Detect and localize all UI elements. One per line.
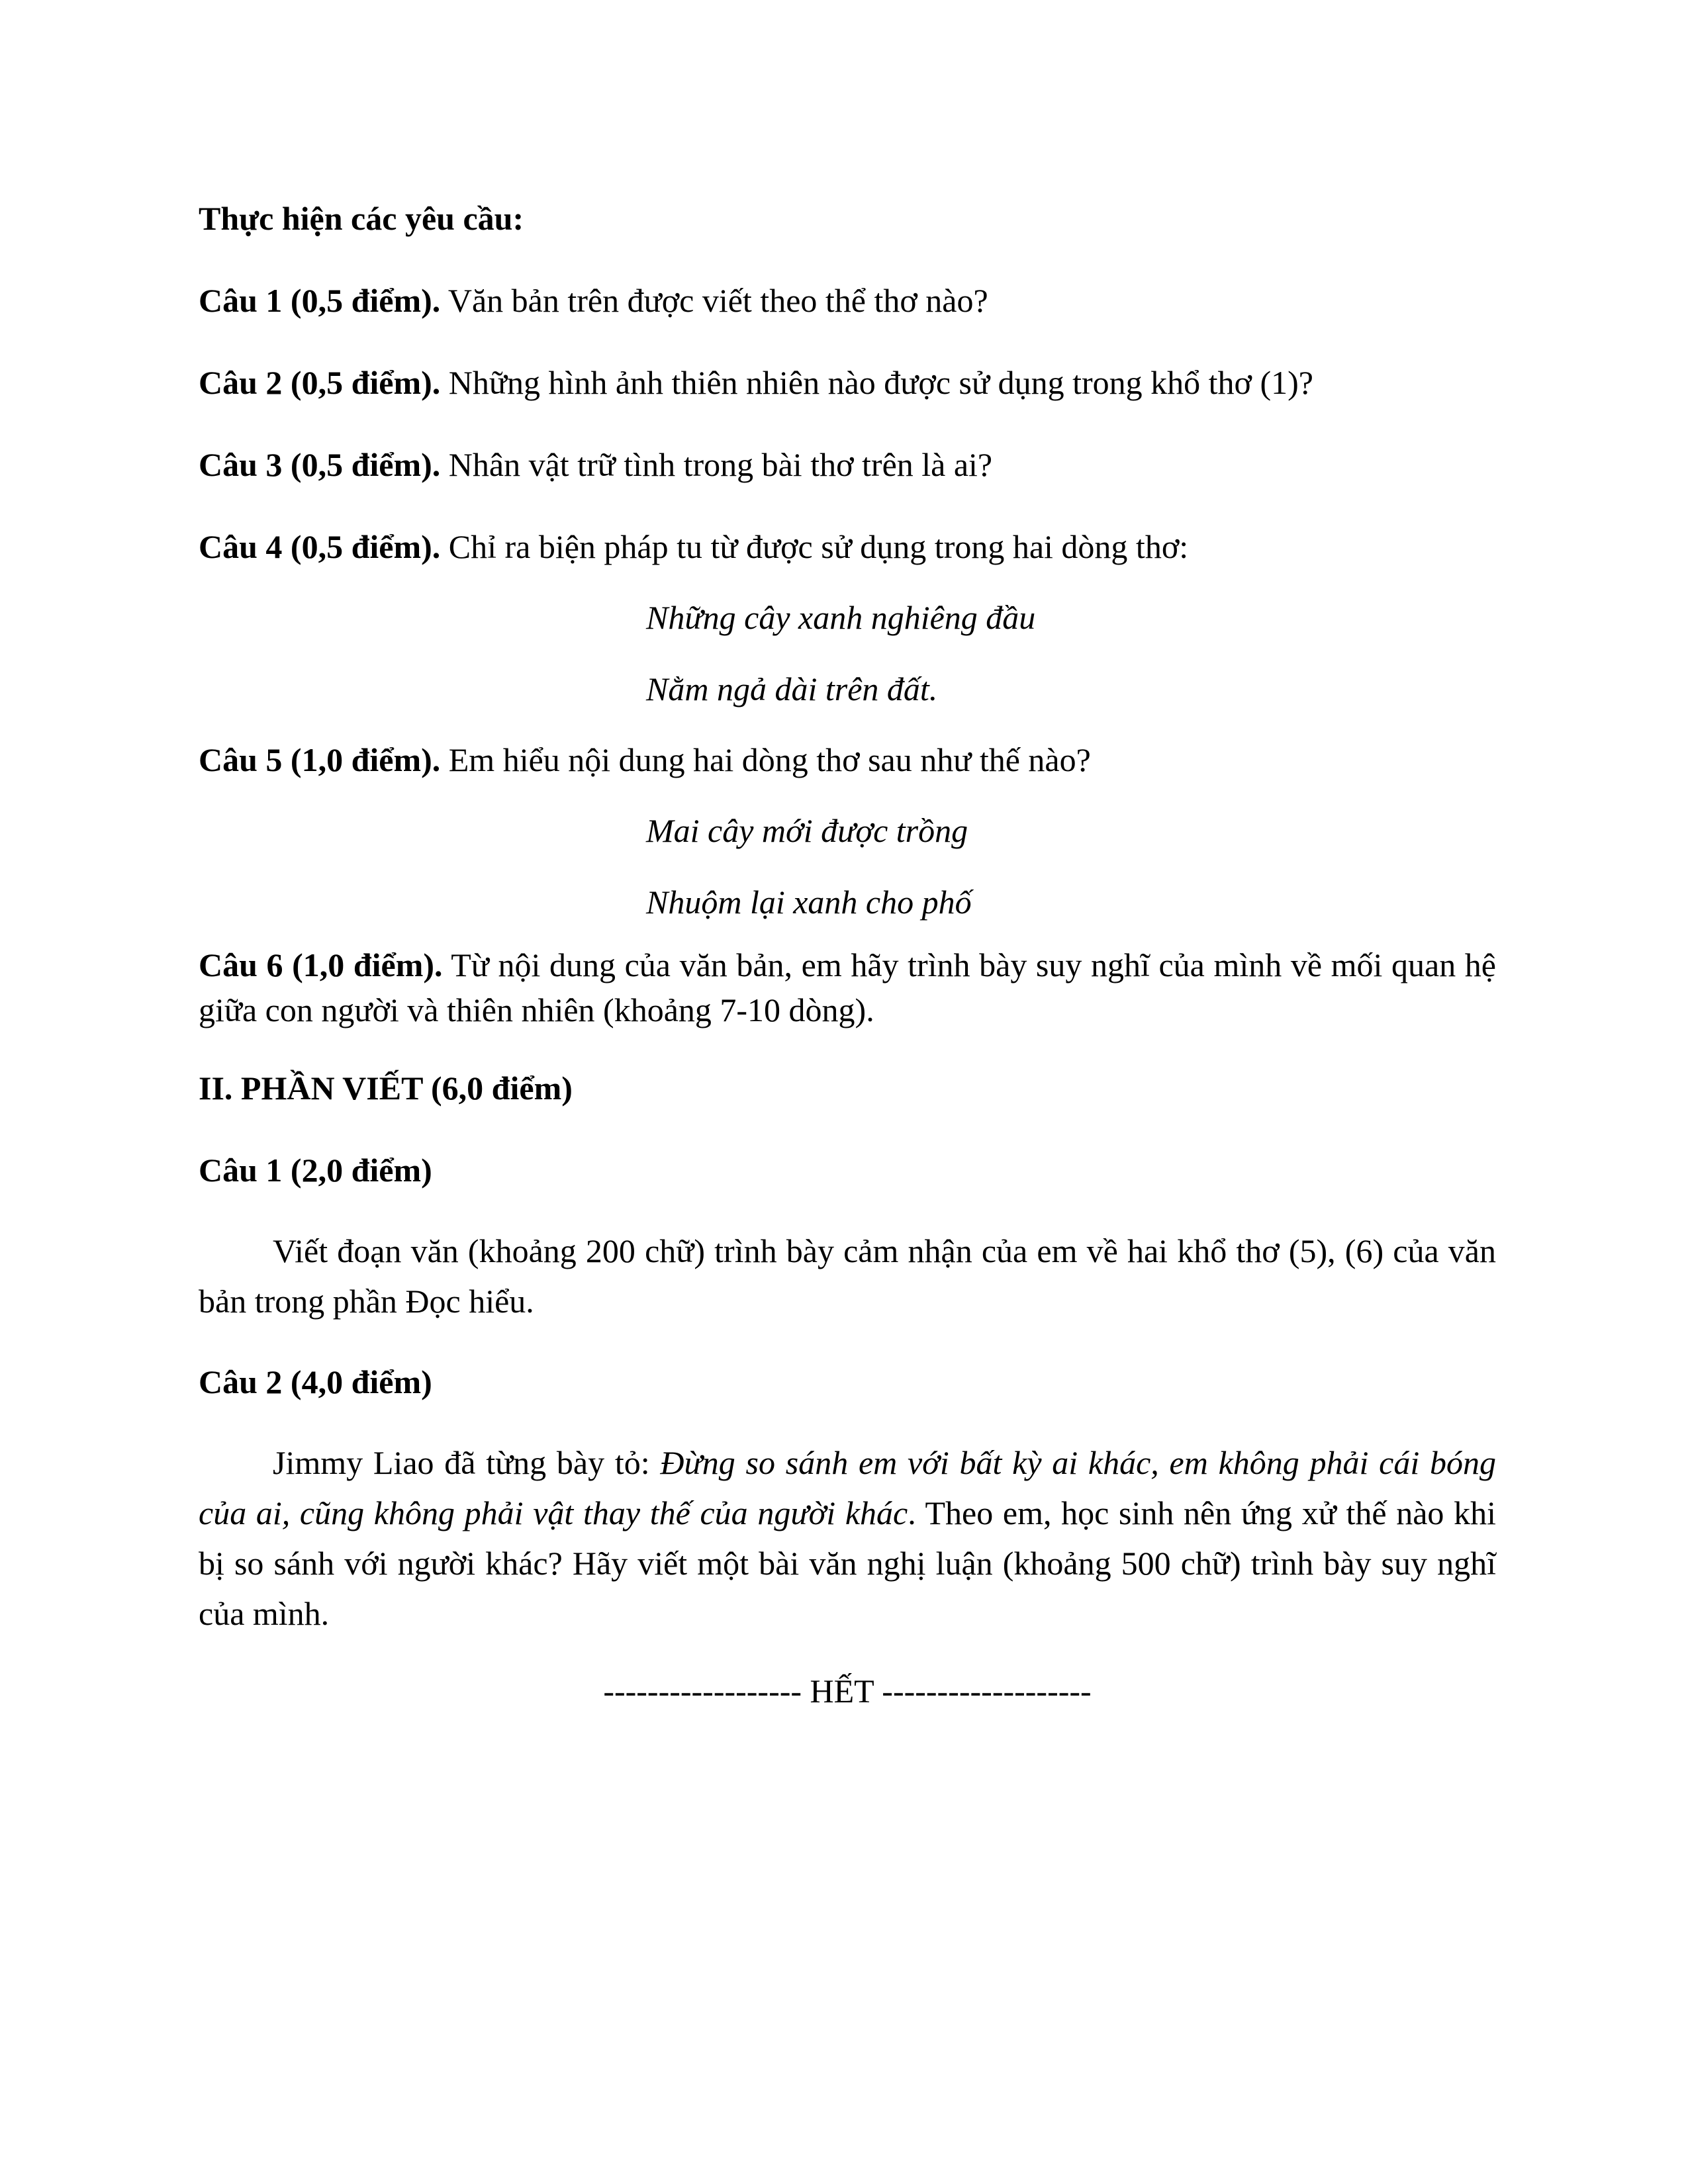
writing-question-1-heading: Câu 1 (2,0 điểm) — [199, 1152, 432, 1189]
question-6-text: Từ nội dung của văn bản, em hãy trình bày suy nghĩ của mình về mối quan hệ giữa con người và thiên nhiên (khoảng 7-10 dòng). — [199, 946, 1496, 1028]
poem-excerpt-q5-line-2: Nhuộm lại xanh cho phố — [646, 884, 972, 921]
question-4 — [199, 520, 1496, 573]
writing-question-2-intro: Jimmy Liao đã từng bày tỏ: — [273, 1444, 661, 1481]
writing-question-2-heading: Câu 2 (4,0 điểm) — [199, 1363, 432, 1400]
question-3 — [199, 438, 1496, 491]
writing-section-heading: II. PHẦN VIẾT (6,0 điểm) — [199, 1069, 573, 1107]
instructions-heading: Thực hiện các yêu cầu: — [199, 200, 524, 237]
question-3-text: Nhân vật trữ tình trong bài thơ trên là ai? — [440, 446, 993, 483]
question-3-label: Câu 3 (0,5 điểm). — [199, 446, 441, 483]
question-5 — [199, 733, 1496, 786]
poem-excerpt-q4-line-2: Nằm ngả dài trên đất. — [646, 670, 938, 707]
poem-excerpt-q4-line-1: Những cây xanh nghiêng đầu — [646, 599, 1036, 636]
question-6 — [199, 942, 1496, 1032]
writing-question-1-text: Viết đoạn văn (khoảng 200 chữ) trình bày cảm nhận của em về hai khổ thơ (5), (6) của văn bản trong phần Đọc hiểu. — [199, 1232, 1496, 1320]
exam-page — [199, 192, 1496, 1747]
question-2 — [199, 356, 1496, 409]
poem-excerpt-q5-line-1: Mai cây mới được trồng — [646, 812, 968, 849]
question-2-text: Những hình ảnh thiên nhiên nào được sử dụng trong khổ thơ (1)? — [440, 364, 1313, 401]
question-5-text: Em hiểu nội dung hai dòng thơ sau như thế nào? — [440, 741, 1091, 778]
question-1 — [199, 274, 1496, 327]
question-5-label: Câu 5 (1,0 điểm). — [199, 741, 441, 778]
jimmy-liao-quote: Đừng so sánh em với bất kỳ ai khác, em không phải cái bóng của ai, cũng không phải vật thay thế của người khác — [199, 1444, 1496, 1531]
question-1-text: Văn bản trên được viết theo thể thơ nào? — [440, 282, 988, 319]
question-4-text: Chỉ ra biện pháp tu từ được sử dụng trong hai dòng thơ: — [440, 528, 1189, 565]
end-marker: ------------------ HẾT ------------------- — [603, 1672, 1092, 1709]
writing-question-2-rest: . Theo em, học sinh nên ứng xử thế nào khi bị so sánh với người khác? Hãy viết một bài văn nghị luận (khoảng 500 chữ) trình bày suy nghĩ của mình. — [199, 1494, 1496, 1632]
question-6-label: Câu 6 (1,0 điểm). — [199, 946, 443, 983]
question-1-label: Câu 1 (0,5 điểm). — [199, 282, 441, 319]
writing-question-2-text — [199, 1437, 1496, 1639]
question-4-label: Câu 4 (0,5 điểm). — [199, 528, 441, 565]
question-2-label: Câu 2 (0,5 điểm). — [199, 364, 441, 401]
